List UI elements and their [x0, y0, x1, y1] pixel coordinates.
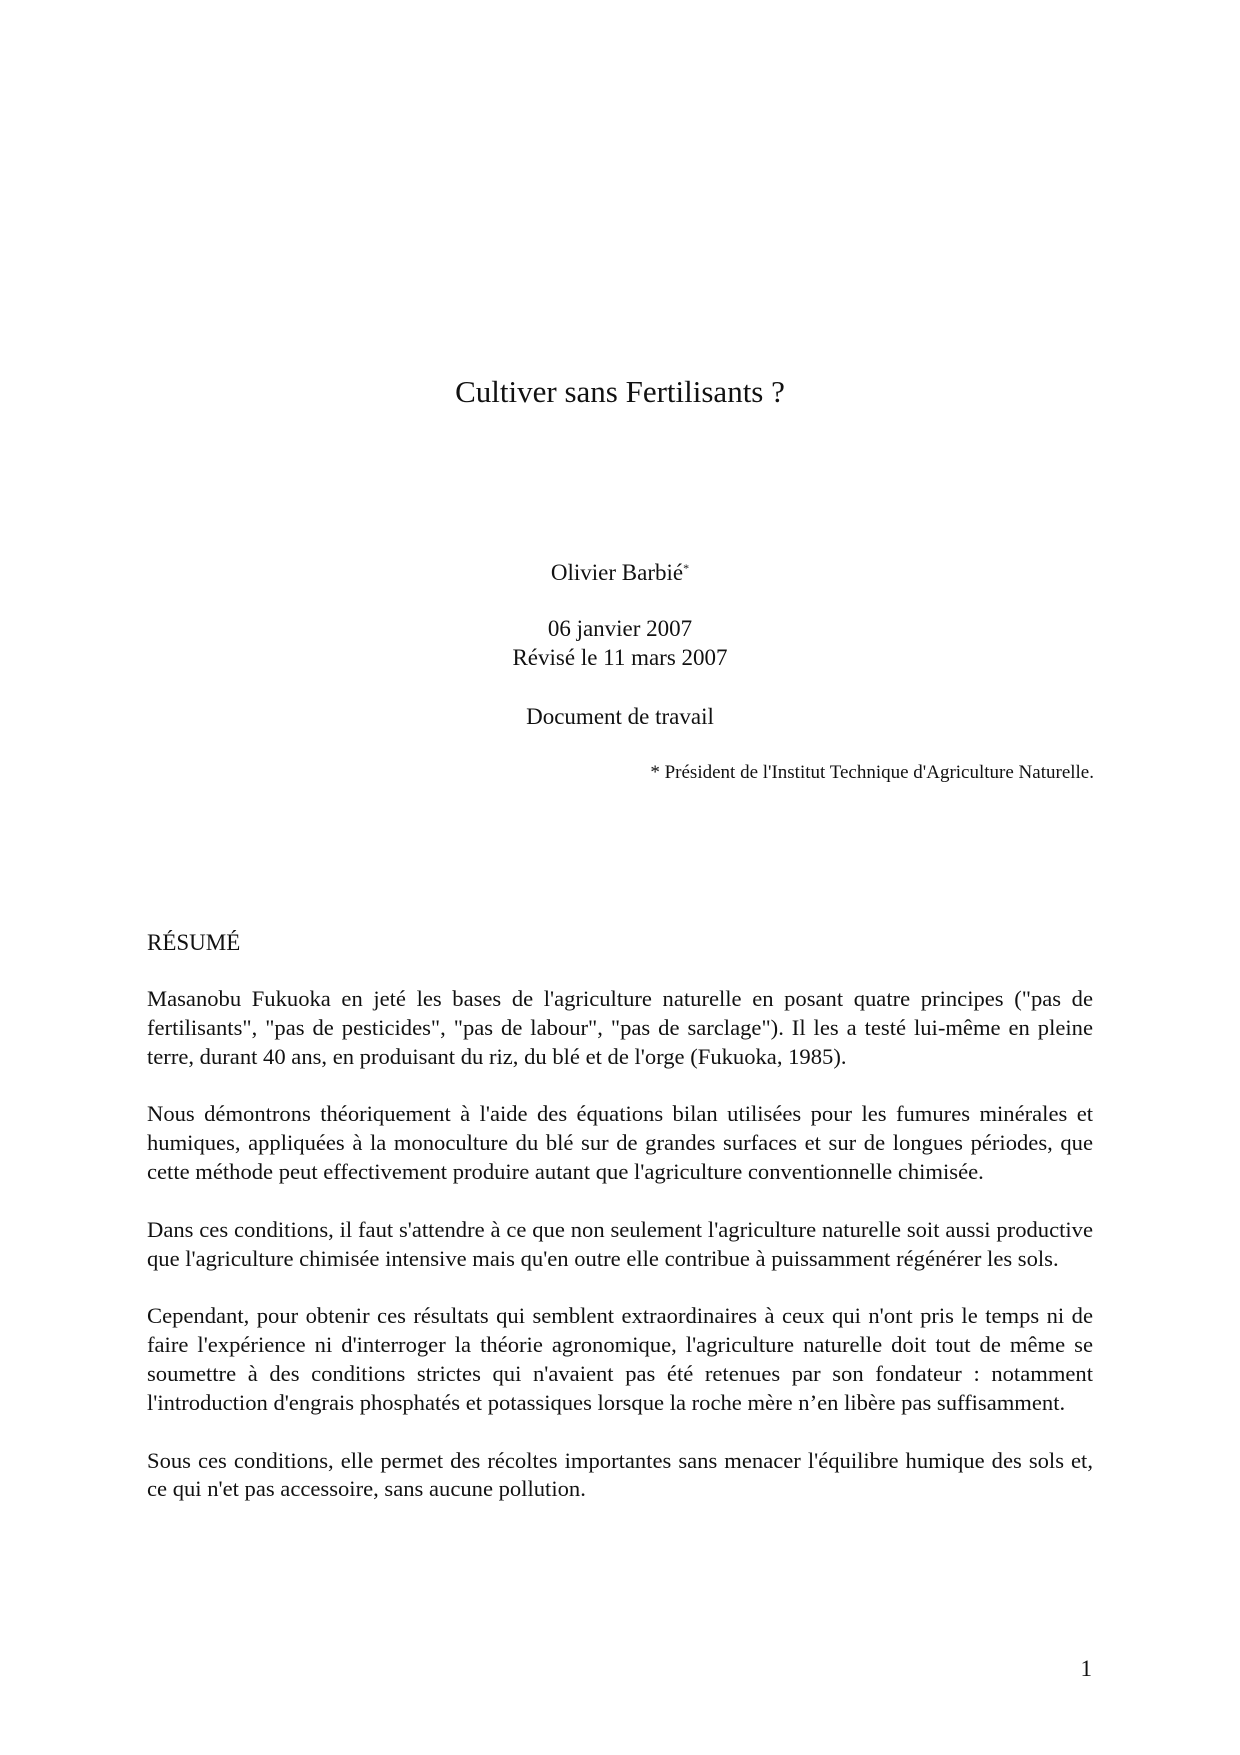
date-block	[0, 614, 1240, 672]
abstract-paragraph: Cependant, pour obtenir ces résultats qui semblent extraordinaires à ceux qui n'ont pris le temps ni de faire l'expérience ni d'interroger la théorie agronomique, l'agriculture naturelle doit tout de même se soumettre à des conditions strictes qui n'avaient pas été retenues par son fondateur : notamment l'introduction d'engrais phosphatés et potassiques lorsque la roche mère n’en libère pas suffisamment.	[147, 1303, 1093, 1415]
abstract-paragraph: Nous démontrons théoriquement à l'aide des équations bilan utilisées pour les fumures minérales et humiques, appliquées à la monoculture du blé sur de grandes surfaces et sur de longues périodes, que cette méthode peut effectivement produire autant que l'agriculture conventionnelle chimisée.	[147, 1101, 1093, 1184]
author-line	[0, 558, 1240, 587]
abstract-paragraph: Masanobu Fukuoka en jeté les bases de l'agriculture naturelle en posant quatre principes ("pas de fertilisants", "pas de pesticides", "pas de labour", "pas de sarclage"). Il les a testé lui-même en pleine terre, durant 40 ans, en produisant du riz, du blé et de l'orge (Fukuoka, 1985).	[147, 986, 1093, 1069]
page-number: 1	[1080, 1656, 1092, 1681]
author-footnote-mark: *	[683, 561, 690, 575]
abstract-paragraph: Dans ces conditions, il faut s'attendre à ce que non seulement l'agriculture naturelle soit aussi productive que l'agriculture chimisée intensive mais qu'en outre elle contribue à puissamment régénérer les sols.	[147, 1216, 1093, 1271]
author-footnote: * Président de l'Institut Technique d'Agriculture Naturelle.	[650, 762, 1094, 783]
abstract-paragraph: Sous ces conditions, elle permet des récoltes importantes sans menacer l'équilibre humique des sols et, ce qui n'et pas accessoire, sans aucune pollution.	[147, 1447, 1093, 1502]
revision-date: Révisé le 11 mars 2007	[512, 645, 728, 670]
document-status: Document de travail	[526, 704, 714, 729]
abstract-heading: RÉSUMÉ	[147, 930, 241, 955]
author-name: Olivier Barbié	[550, 560, 684, 585]
document-date: 06 janvier 2007	[547, 616, 693, 641]
document-title: Cultiver sans Fertilisants ?	[455, 374, 785, 409]
abstract-body	[147, 985, 1093, 1533]
